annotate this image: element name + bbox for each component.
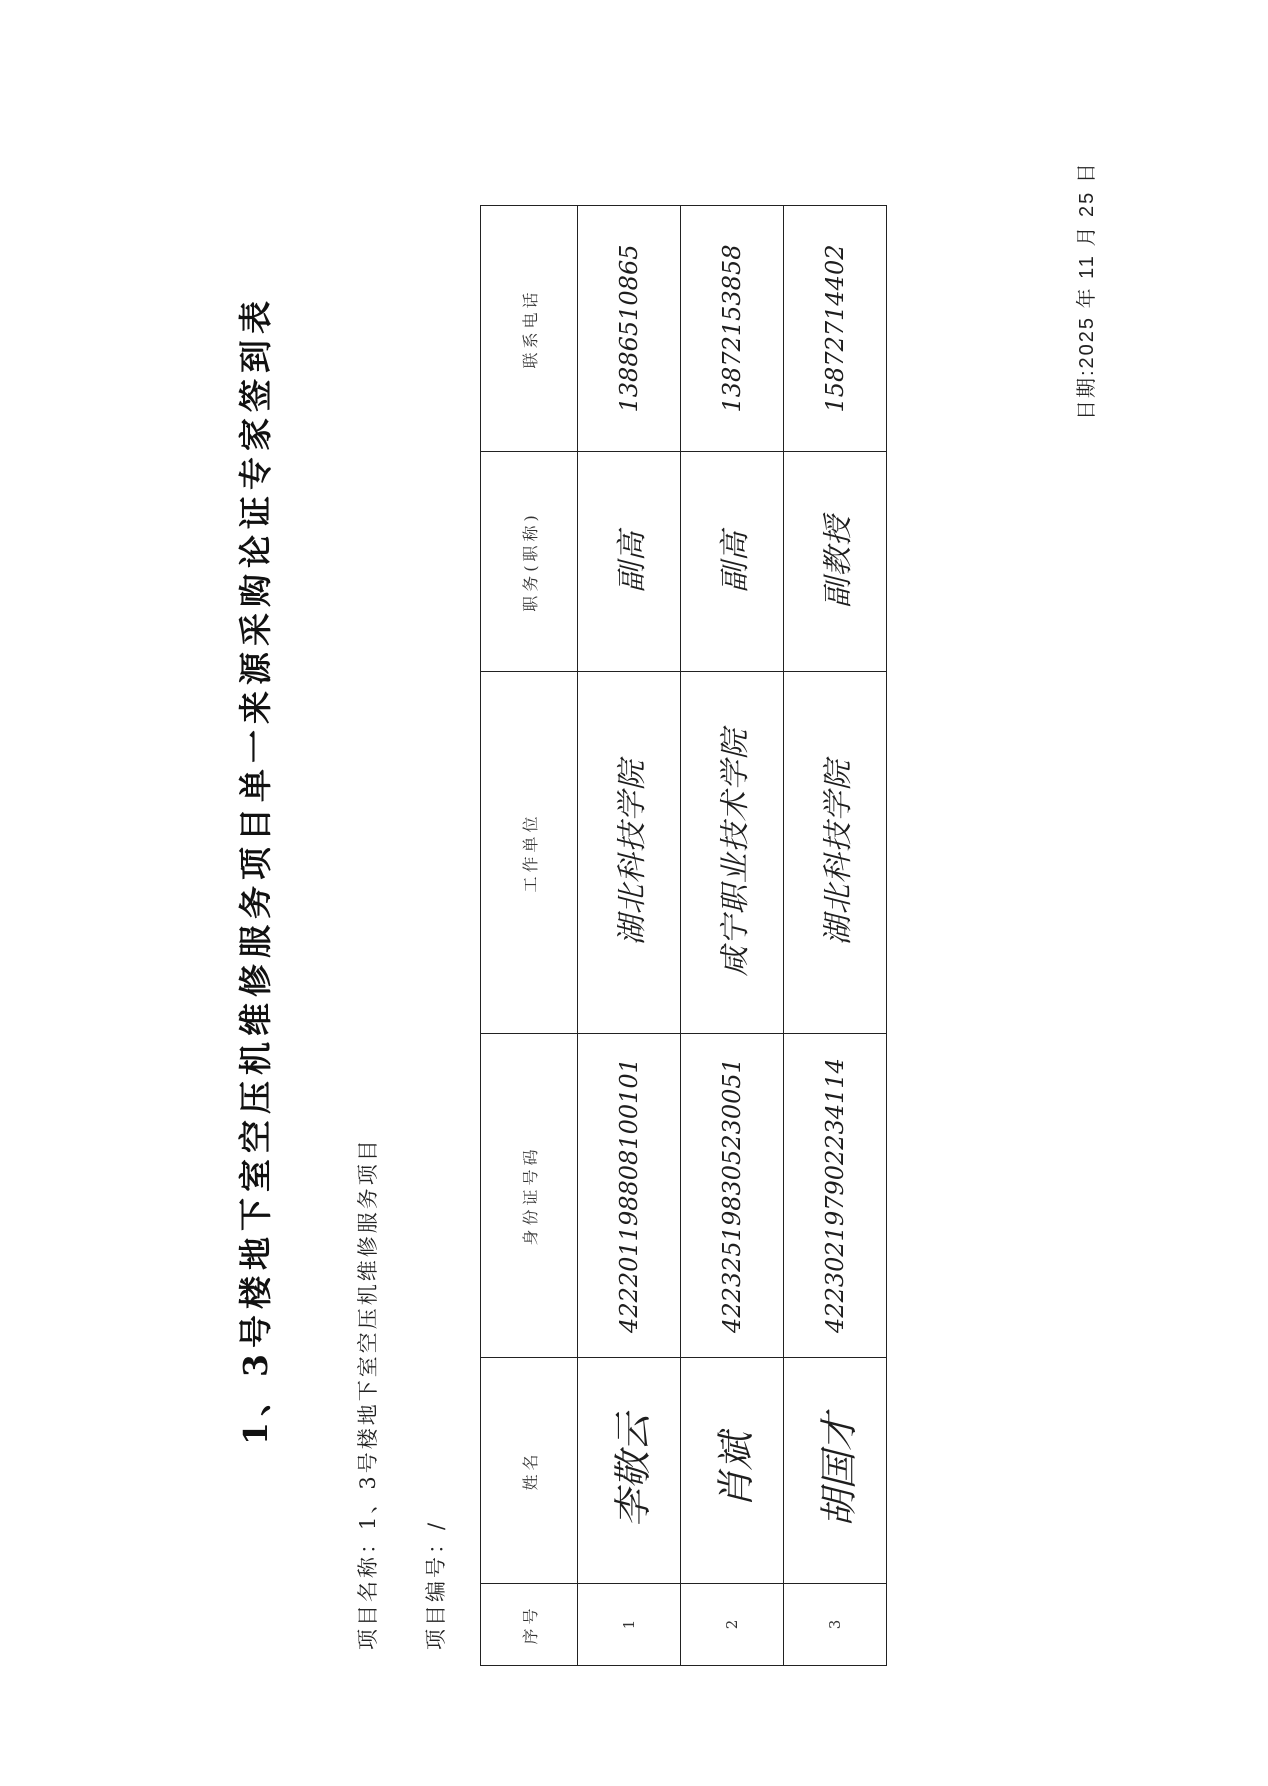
project-name-value: 1、3号楼地下室空压机维修服务项目 [356, 1137, 380, 1530]
row-position-cell [681, 452, 784, 672]
row-employer-cell [578, 672, 681, 1034]
project-code-line [420, 1520, 450, 1650]
handwritten-phone: 15872714402 [821, 244, 849, 413]
row-position-cell [578, 452, 681, 672]
table-row [578, 206, 681, 1666]
handwritten-position: 副教授 [821, 515, 856, 608]
sign-in-sheet [230, 50, 1150, 1690]
table-row [784, 206, 887, 1666]
row-name-cell [681, 1358, 784, 1584]
handwritten-phone: 13886510865 [615, 244, 643, 413]
row-phone-cell [681, 206, 784, 452]
handwritten-name: 胡国才 [816, 1413, 861, 1528]
row-id-cell [578, 1034, 681, 1358]
row-name-cell [578, 1358, 681, 1584]
project-code-label: 项目编号： [424, 1530, 448, 1650]
header-phone: 联系电话 [481, 206, 578, 452]
row-phone-cell [784, 206, 887, 452]
project-code-value: / [424, 1519, 448, 1530]
handwritten-name: 李敬云 [610, 1413, 655, 1528]
handwritten-position: 副高 [718, 530, 753, 593]
header-employer: 工作单位 [481, 672, 578, 1034]
project-name-label: 项目名称： [356, 1530, 380, 1650]
handwritten-id-number: 422325198305230051 [718, 1058, 746, 1333]
row-id-cell [784, 1034, 887, 1358]
row-phone-cell [578, 206, 681, 452]
header-index: 序号 [481, 1584, 578, 1666]
row-name-cell [784, 1358, 887, 1584]
row-index: 2 [681, 1584, 784, 1666]
header-position: 职务(职称) [481, 452, 578, 672]
handwritten-position: 副高 [615, 530, 650, 593]
row-index: 1 [578, 1584, 681, 1666]
table-row [681, 206, 784, 1666]
page-title: 1、3号楼地下室空压机维修服务项目单一来源采购论证专家签到表 [236, 295, 275, 1445]
handwritten-name: 肖斌 [713, 1432, 758, 1509]
row-id-cell [681, 1034, 784, 1358]
project-name-line [352, 1137, 382, 1650]
row-index: 3 [784, 1584, 887, 1666]
handwritten-employer: 湖北科技学院 [615, 759, 650, 946]
expert-sign-in-table [480, 205, 887, 1666]
row-employer-cell [681, 672, 784, 1034]
table-header-row [481, 206, 578, 1666]
handwritten-employer: 咸宁职业技术学院 [718, 728, 753, 977]
header-name: 姓名 [481, 1358, 578, 1584]
row-position-cell [784, 452, 887, 672]
header-id-number: 身份证号码 [481, 1034, 578, 1358]
handwritten-phone: 13872153858 [718, 244, 746, 413]
row-employer-cell [784, 672, 887, 1034]
handwritten-id-number: 422201198808100101 [615, 1058, 643, 1333]
handwritten-id-number: 422302197902234114 [821, 1058, 849, 1333]
handwritten-employer: 湖北科技学院 [821, 759, 856, 946]
sign-date: 日期:2025 年 11 月 25 日 [1076, 161, 1098, 420]
